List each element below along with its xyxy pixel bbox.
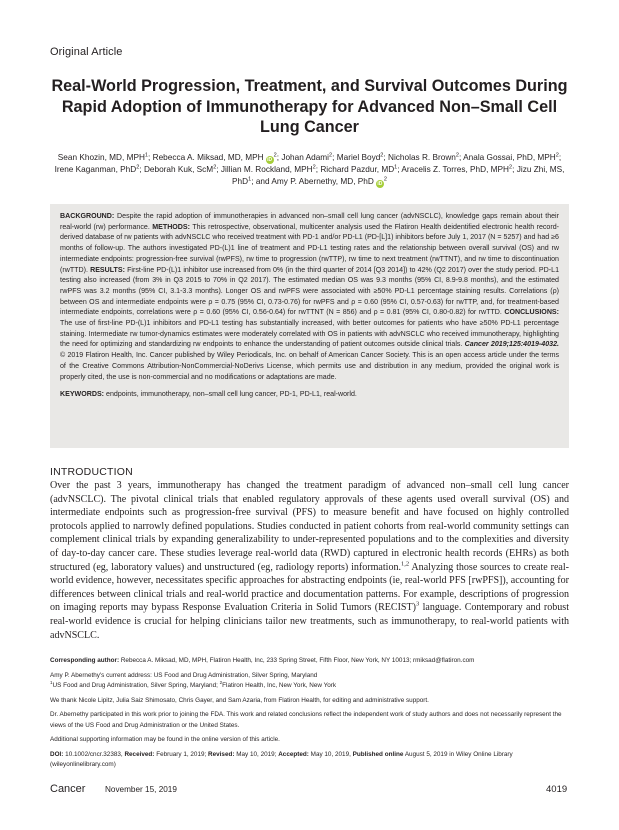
citation-ref: 3 [415, 601, 420, 608]
abstract-text [60, 211, 559, 382]
affiliation-marker: 1 [248, 176, 252, 183]
conclusions-text: The use of first-line PD-(L)1 inhibitors and PD-L1 testing has substantially increased, with better outcomes for patients who have ≥50% PD-L1 percentage staining. Intermediate rw tumor-dynamics estimates were moderately correlated with OS in patients with advNSCLC who received immunotherapy, highlighting the need for optimizing and standardizing rw endpoints to enhance the understanding of patient outcomes outside clinical trials. [60, 319, 559, 349]
affiliation-marker: 2 [329, 152, 333, 159]
affiliation-marker: 2 [380, 152, 384, 159]
current-address: Amy P. Abernethy's current address: US Food and Drug Administration, Silver Spring, Maryland [50, 671, 318, 679]
author-separator: ; [315, 165, 321, 174]
results-label: RESULTS: [90, 265, 125, 274]
author-separator: ; [276, 153, 282, 162]
author-separator: ; [512, 165, 517, 174]
author-name: Sean Khozin, MD, MPH [57, 153, 145, 162]
author-separator: ; [139, 165, 144, 174]
author-separator: ; [216, 165, 221, 174]
author-separator: ; [148, 153, 153, 162]
background-text: Despite the rapid adoption of immunotherapies in advanced non–small cell lung cancer (advNSCLC), knowledge gaps remain about their real-world (rw) performance. [60, 212, 559, 231]
journal-name: Cancer [50, 783, 86, 795]
results-text: First-line PD-(L)1 inhibitor use increased from 0% (in the third quarter of 2014 [Q3 2014]) to 42% (Q2 2017) over the study period. PD-L1 testing also increased (from 3% in Q3 2015 to 70% in Q2 2017). The estimated median OS was 9.3 months (95% CI, 8.9-9.8 months), and the estimated rwPFS was 3.2 months (95% CI, 3.1-3.3 months). Longer OS and rwPFS were associated with ≥50% PD-L1 percentage staining results. Correlations (ρ) between OS and intermediate endpoints were ρ = 0.75 (95% CI, 0.73-0.76) for rwPFS and ρ = 0.60 (95% CI, 0.57-0.63) for rwTTP, and, for treatment-based intermediate endpoints, correlations were ρ = 0.60 (95% CI, 0.56-0.64) for rwTTNT (N = 856) and ρ = 0.81 (95% CI, 0.80-0.82) for rwTTD. [60, 265, 560, 317]
affiliation-marker: 2 [509, 164, 513, 171]
author-name: Rebecca A. Miksad, MD, MPH [152, 153, 264, 162]
methods-label: METHODS: [152, 222, 190, 231]
intro-text-3: language. Contemporary and robust real-world evidence is crucial for helping clinicians tailor new treatments, such as immunotherapy, to real-world patients with advNSCLC. [50, 602, 569, 641]
author-separator: ; [397, 165, 402, 174]
author-separator: ; [459, 153, 464, 162]
author-name: Richard Pazdur, MD [320, 165, 395, 174]
license-text: © 2019 Flatiron Health, Inc. Cancer published by Wiley Periodicals, Inc. on behalf of American Cancer Society. This is an open access article under the terms of the Creative Commons Attribution-NonCommercial-NoDerivs License, which permits use and distribution in any medium, provided the original work is properly cited, the use is non-commercial and no modifications or adaptations are made. [60, 351, 559, 381]
page-number: 4019 [546, 784, 568, 795]
section-heading: INTRODUCTION [50, 466, 133, 478]
affiliation-marker: 2 [455, 152, 459, 159]
author-list [50, 152, 569, 188]
section-label: Original Article [50, 46, 123, 58]
citation-ref: 1,2 [400, 560, 410, 568]
citation: Cancer 2019;125:4019-4032. [464, 340, 559, 349]
author-name: Johan Adami [281, 153, 330, 162]
affiliations: $^1$US Food and Drug Administration, Silver Spring, Maryland; $^2$Flatiron Health, Inc, New York, New York [50, 679, 337, 689]
affiliation-marker: 1 [394, 164, 398, 171]
disclaimer: Dr. Abernethy participated in this work prior to joining the FDA. This work and related conclusions reflect the independent work of study authors and does not necessarily represent the views of the US Food and Drug Administration or the United States. [50, 711, 562, 729]
author-separator: ; [332, 153, 337, 162]
supporting-info: Additional supporting information may be found in the online version of this article. [50, 736, 280, 743]
author-separator: ; and [251, 177, 272, 186]
affiliation-marker: 2 [555, 152, 559, 159]
introduction-body [50, 479, 569, 642]
intro-text-2: Analyzing those sources to create real-world evidence, however, necessitates specific approaches for abstracting endpoints (ie, real-world PFS [rwPFS]), accounting for differences between clinical trials and real-world practice and documentation patterns. For example, descriptions of progression on imaging reports may bypass Response Evaluation Criteria in Solid Tumors (RECIST) [50, 561, 569, 614]
methods-text: This retrospective, observational, multicenter analysis used the Flatiron Health deidentified electronic health record-derived database of rw patients with advNSCLC who received treatment with PD-1 and/or PD-L1 (PD-[L]1) inhibitors before July 1, 2017 (N = 5257) and had ≥6 months of follow-up. The authors investigated PD-(L)1 line of treatment and PD-L1 testing rates and the relationship between overall survival (OS) and rw intermediate endpoints: progression-free survival (rwPFS), rw time to progression (rwTTP), rw time to next treatment (rwTTNT), and rw time to discontinuation (rwTTD). [60, 222, 560, 274]
author-name: Nicholas R. Brown [388, 153, 456, 162]
abstract-box [50, 204, 569, 448]
affiliation-marker: 2 [273, 152, 277, 159]
author-name: Aracelis Z. Torres, PhD, MPH [401, 165, 510, 174]
author-separator: ; [558, 153, 562, 162]
author-name: Irene Kaganman, PhD [54, 165, 137, 174]
author-name: Amy P. Abernethy, MD, PhD [271, 177, 374, 186]
orcid-icon[interactable]: iD [267, 157, 273, 163]
publication-history: DOI: 10.1002/cncr.32383, Received: February 1, 2019; Revised: May 10, 2019; Accepted: May 10, 2019, Published online August 5, 2019 in Wiley Online Library (wileyonlinelibrary.com) [50, 750, 513, 768]
conclusions-label: CONCLUSIONS: [504, 308, 560, 317]
author-name: Jizu Zhi, MS, PhD [232, 165, 565, 186]
author-separator: ; [383, 153, 389, 162]
affiliation-marker: 2 [312, 164, 316, 171]
intro-text-1: Over the past 3 years, immunotherapy has changed the treatment paradigm of advanced non–small cell lung cancer (advNSCLC). The pivotal clinical trials that enabled regulatory approvals of these agents used overall survival (OS) and intermediate endpoints such as progression-free survival (PFS) to measure benefit and have focused on highly controlled protocols applied to narrowly defined populations. Studies conducted in patient cohorts from real-world community settings can complement clinical trials by expanding generalizability to under-represented populations and to the complexities and diversity of day-to-day cancer care. These studies leverage real-world data (RWD) captured in electronic health records (EHRs) as both structured (eg, laboratory values) and unstructured (eg, radiology reports) information. [50, 480, 569, 573]
keywords [60, 389, 559, 400]
background-label: BACKGROUND: [60, 212, 115, 220]
author-name: Jillian M. Rockland, MPH [220, 165, 313, 174]
corresponding-author: Corresponding author: Rebecca A. Miksad, MD, MPH, Flatiron Health, Inc, 233 Spring Street, Fifth Floor, New York, NY 10013; rmiksad@flatiron.com [50, 657, 475, 664]
article-title: Real-World Progression, Treatment, and Survival Outcomes During Rapid Adoption of Immunotherapy for Advanced Non–Small Cell Lung Cancer [51, 77, 568, 136]
footnotes [50, 656, 569, 771]
affiliation-marker: 1 [144, 152, 149, 159]
author-name: Deborah Kuk, ScM [143, 165, 214, 174]
author-name: Anala Gossai, PhD, MPH [463, 153, 556, 162]
author-name: Mariel Boyd [336, 153, 381, 162]
issue-date: November 15, 2019 [105, 785, 177, 794]
keywords-text: endpoints, immunotherapy, non–small cell lung cancer, PD-1, PD-L1, real-world. [106, 390, 357, 399]
acknowledgments: We thank Nicole Lipitz, Julia Saiz Shimosato, Chris Gayer, and Sam Azaria, from Flatiron Health, for editing and administrative support. [50, 696, 429, 704]
affiliation-marker: 2 [383, 176, 387, 183]
orcid-icon[interactable]: iD [377, 181, 383, 187]
keywords-label: KEYWORDS: [60, 390, 105, 399]
affiliation-marker: 2 [213, 164, 217, 171]
affiliation-marker: 2 [136, 164, 140, 171]
